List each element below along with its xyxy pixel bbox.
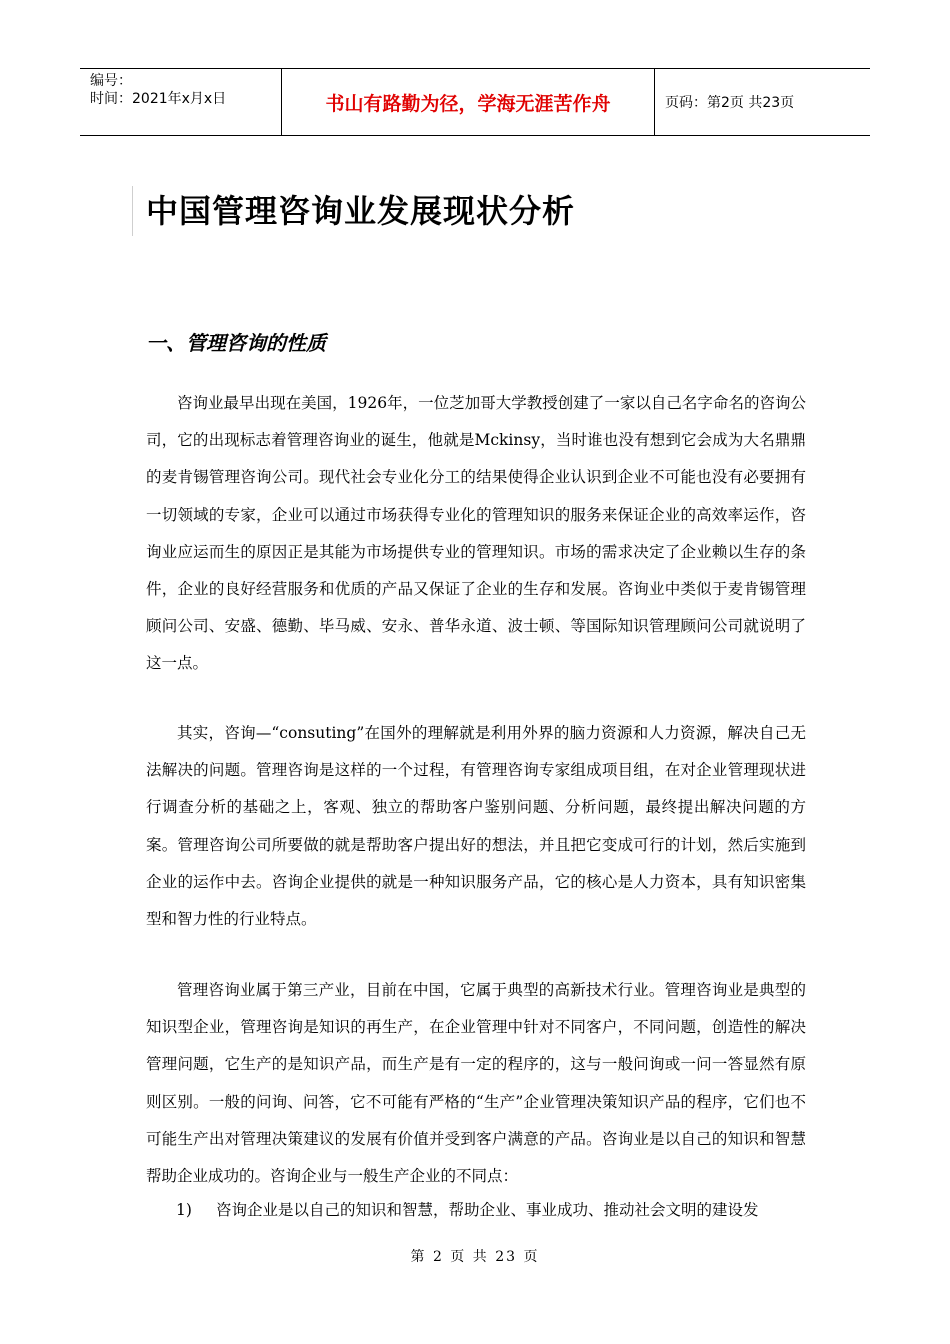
header-time-label: 时间：2021年x月x日 <box>90 91 227 107</box>
page-footer: 第 2 页 共 23 页 <box>410 1249 540 1265</box>
paragraph: 咨询业最早出现在美国，1926年，一位芝加哥大学教授创建了一家以自己名字命名的咨询公司，它的出现标志着管理咨询业的诞生，他就是Mckinsy，当时谁也没有想到它会成为大名鼎鼎的麦肯锡管理咨询公司。现代社会专业化分工的结果使得企业认识到企业不可能也没有必要拥有一切领域的专家，企业可以通过市场获得专业化的管理知识的服务来保证企业的高效率运作，咨询业应运而生的原因正是其能为市场提供专业的管理知识。市场的需求决定了企业赖以生存的条件，企业的良好经营服务和优质的产品又保证了企业的生存和发展。咨询业中类似于麦肯锡管理顾问公司、安盛、德勤、毕马威、安永、普华永道、波士顿、等国际知识管理顾问公司就说明了这一点。 <box>146 394 806 673</box>
list-item-text: 咨询企业是以自己的知识和智慧，帮助企业、事业成功、推动社会文明的建设发 <box>216 1201 759 1219</box>
header-number-label: 编号： <box>90 73 132 89</box>
list-item <box>146 1192 806 1229</box>
header-page-info: 页码：第2页 共23页 <box>665 95 795 111</box>
title-divider <box>132 186 133 236</box>
list-item-number: 1) <box>176 1201 192 1219</box>
header-motto: 书山有路勤为径，学海无涯苦作舟 <box>282 69 655 135</box>
paragraph: 管理咨询业属于第三产业，目前在中国，它属于典型的高新技术行业。管理咨询业是典型的知识型企业，管理咨询是知识的再生产，在企业管理中针对不同客户，不同问题，创造性的解决管理问题，它生产的是知识产品，而生产是有一定的程序的，这与一般问询或一问一答显然有原则区别。一般的问询、问答，它不可能有严格的“生产”企业管理决策知识产品的程序，它们也不可能生产出对管理决策建议的发展有价值并受到客户满意的产品。咨询业是以自己的知识和智慧帮助企业成功的。咨询企业与一般生产企业的不同点： <box>146 981 806 1186</box>
header-meta-cell <box>80 69 282 135</box>
paragraph: 其实，咨询—“consuting”在国外的理解就是利用外界的脑力资源和人力资源，解决自己无法解决的问题。管理咨询是这样的一个过程，有管理咨询专家组成项目组，在对企业管理现状进行调查分析的基础之上，客观、独立的帮助客户鉴别问题、分析问题，最终提出解决问题的方案。管理咨询公司所要做的就是帮助客户提出好的想法，并且把它变成可行的计划，然后实施到企业的运作中去。咨询企业提供的就是一种知识服务产品，它的核心是人力资本，具有知识密集型和智力性的行业特点。 <box>146 724 806 929</box>
header-table <box>80 68 870 136</box>
document-title: 中国管理咨询业发展现状分析 <box>146 192 576 230</box>
section-heading: 一、管理咨询的性质 <box>146 331 326 355</box>
